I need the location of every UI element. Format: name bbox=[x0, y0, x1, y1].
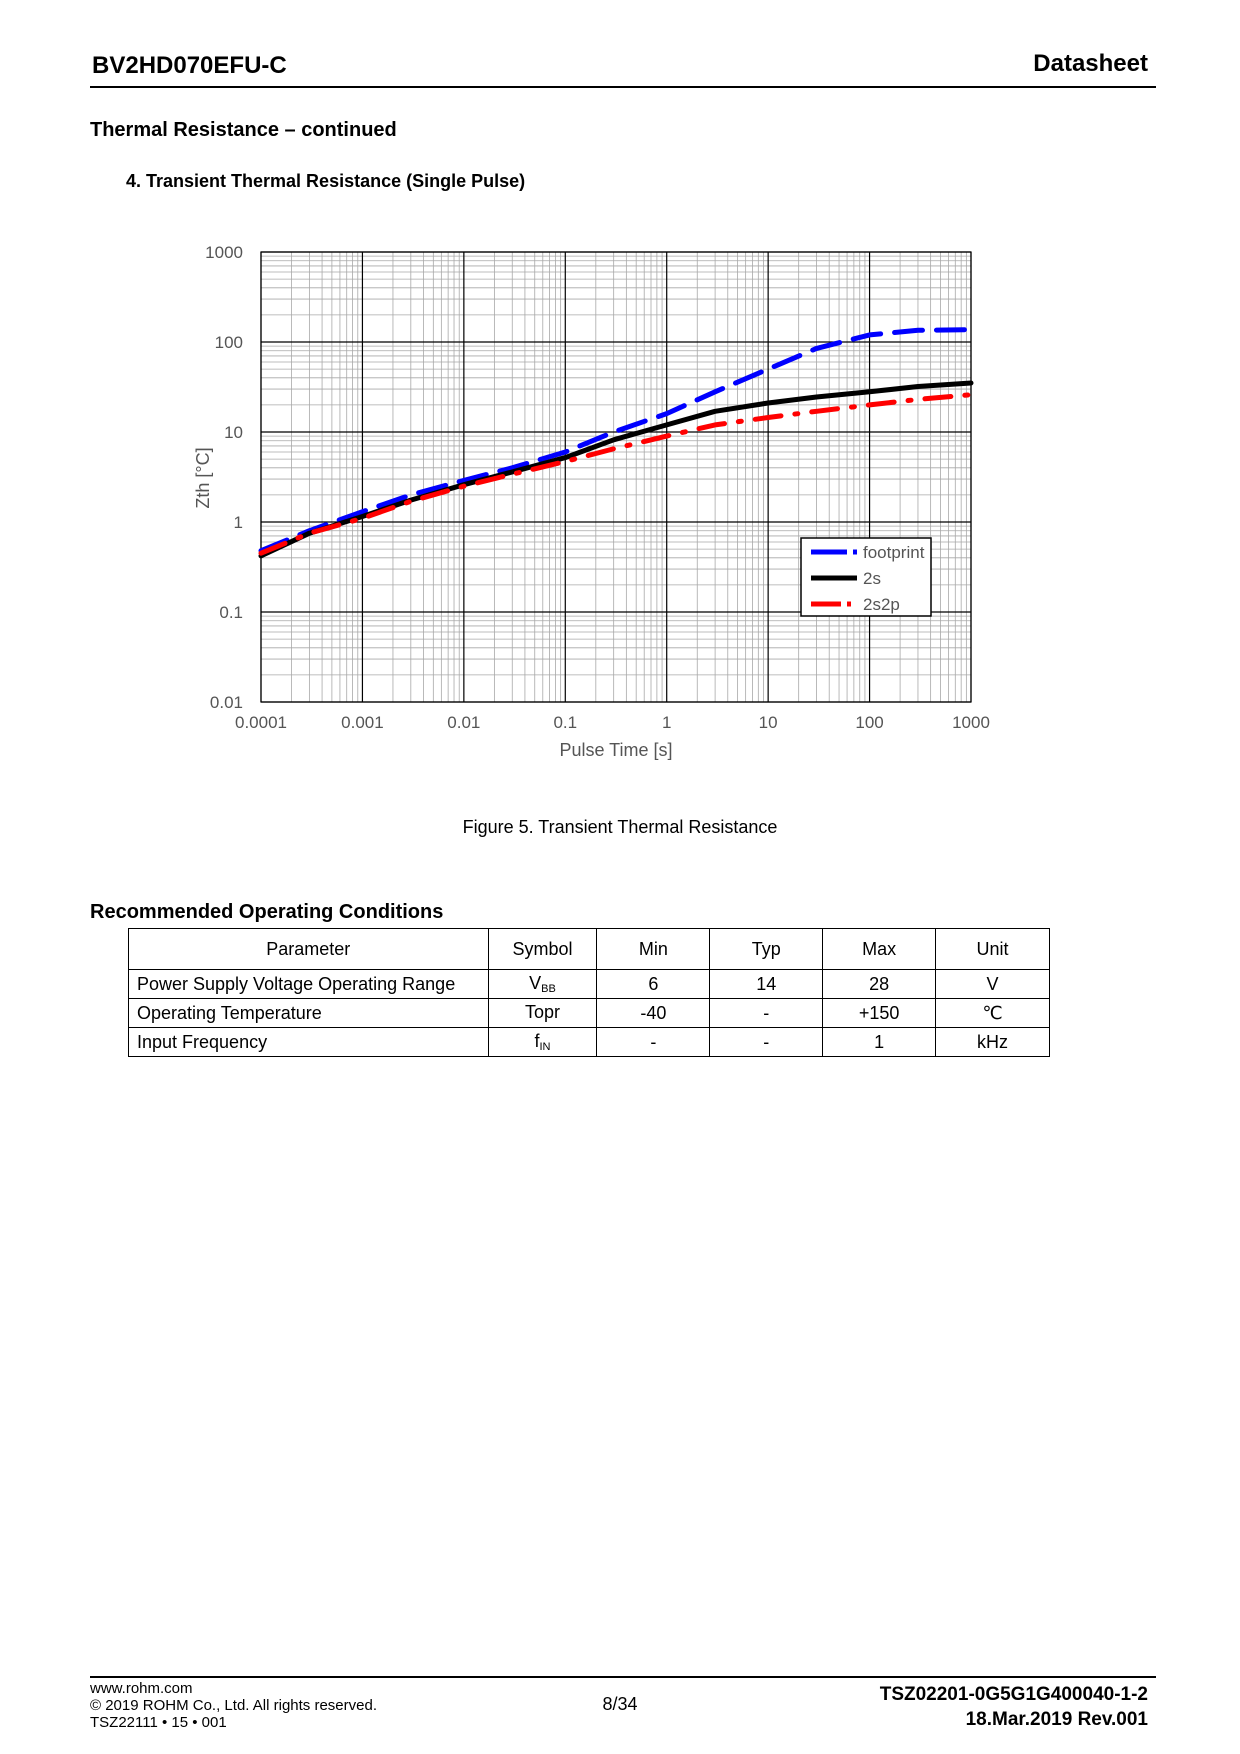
cell-min: -40 bbox=[597, 999, 710, 1028]
table-header-row bbox=[129, 929, 1050, 970]
symbol-main: Topr bbox=[524, 1002, 560, 1022]
col-header-unit: Unit bbox=[936, 929, 1050, 970]
cell-parameter: Power Supply Voltage Operating Range bbox=[129, 970, 489, 999]
cell-symbol bbox=[488, 970, 597, 999]
x-tick-label: 0.001 bbox=[341, 713, 384, 732]
doc-type: Datasheet bbox=[1033, 50, 1148, 77]
part-number: BV2HD070EFU-C bbox=[92, 52, 287, 79]
symbol-sub: IN bbox=[539, 1041, 551, 1053]
symbol-main: f bbox=[534, 1031, 540, 1051]
subsection-title-transient: 4. Transient Thermal Resistance (Single Pulse) bbox=[126, 171, 526, 191]
series-line-2s2p bbox=[261, 395, 971, 554]
x-axis-label: Pulse Time [s] bbox=[559, 740, 673, 760]
col-header-typ: Typ bbox=[710, 929, 823, 970]
cell-parameter: Operating Temperature bbox=[129, 999, 489, 1028]
cell-typ: 14 bbox=[710, 970, 823, 999]
cell-unit: V bbox=[936, 970, 1050, 999]
cell-typ: - bbox=[710, 999, 823, 1028]
y-axis-label: Zth [°C] bbox=[193, 447, 213, 509]
footer-copyright: © 2019 ROHM Co., Ltd. All rights reserved. bbox=[90, 1697, 377, 1714]
cell-min: 6 bbox=[597, 970, 710, 999]
y-tick-label: 1 bbox=[233, 513, 243, 532]
series-line-2s bbox=[261, 383, 971, 556]
table-row bbox=[129, 999, 1050, 1028]
col-header-parameter: Parameter bbox=[129, 929, 489, 970]
doc-number: TSZ02201-0G5G1G400040-1-2 bbox=[879, 1684, 1148, 1705]
x-tick-label: 100 bbox=[855, 713, 884, 732]
cell-min: - bbox=[597, 1028, 710, 1057]
cell-unit: kHz bbox=[936, 1028, 1050, 1057]
table-row bbox=[129, 970, 1050, 999]
legend-label-2s2p: 2s2p bbox=[863, 595, 900, 614]
symbol-main: V bbox=[529, 973, 542, 993]
header-divider bbox=[90, 86, 1156, 88]
footer-form-code: TSZ22111 • 15 • 001 bbox=[90, 1714, 227, 1731]
y-tick-label: 0.01 bbox=[209, 693, 243, 712]
symbol-sub: BB bbox=[541, 983, 556, 995]
y-tick-label: 1000 bbox=[205, 243, 243, 262]
col-header-symbol: Symbol bbox=[488, 929, 597, 970]
cell-symbol bbox=[488, 1028, 597, 1057]
x-tick-label: 0.01 bbox=[447, 713, 481, 732]
section-title-thermal: Thermal Resistance – continued bbox=[90, 119, 397, 141]
legend-label-2s: 2s bbox=[863, 569, 881, 588]
operating-conditions-table bbox=[128, 928, 1050, 1057]
date-revision: 18.Mar.2019 Rev.001 bbox=[965, 1709, 1148, 1730]
x-tick-label: 1000 bbox=[952, 713, 990, 732]
cell-max: 28 bbox=[823, 970, 936, 999]
table-row bbox=[129, 1028, 1050, 1057]
cell-parameter: Input Frequency bbox=[129, 1028, 489, 1057]
x-tick-label: 0.1 bbox=[553, 713, 578, 732]
cell-typ: - bbox=[710, 1028, 823, 1057]
cell-symbol bbox=[488, 999, 597, 1028]
cell-max: 1 bbox=[823, 1028, 936, 1057]
footer-website: www.rohm.com bbox=[90, 1680, 193, 1697]
legend-label-footprint: footprint bbox=[863, 543, 925, 562]
y-tick-label: 10 bbox=[224, 423, 243, 442]
x-tick-label: 1 bbox=[661, 713, 672, 732]
col-header-min: Min bbox=[597, 929, 710, 970]
footer-right bbox=[880, 1682, 1148, 1732]
page-number: 8/34 bbox=[602, 1694, 638, 1714]
section-title-operating: Recommended Operating Conditions bbox=[90, 901, 444, 923]
transient-thermal-chart bbox=[175, 230, 1005, 770]
x-tick-label: 0.0001 bbox=[235, 713, 287, 732]
x-tick-label: 10 bbox=[758, 713, 778, 732]
y-tick-label: 0.1 bbox=[219, 603, 243, 622]
cell-max: +150 bbox=[823, 999, 936, 1028]
y-tick-label: 100 bbox=[214, 333, 243, 352]
plot-frame bbox=[261, 252, 971, 702]
cell-unit: ℃ bbox=[936, 999, 1050, 1028]
footer-divider bbox=[90, 1676, 1156, 1678]
figure-caption: Figure 5. Transient Thermal Resistance bbox=[462, 817, 778, 837]
col-header-max: Max bbox=[823, 929, 936, 970]
